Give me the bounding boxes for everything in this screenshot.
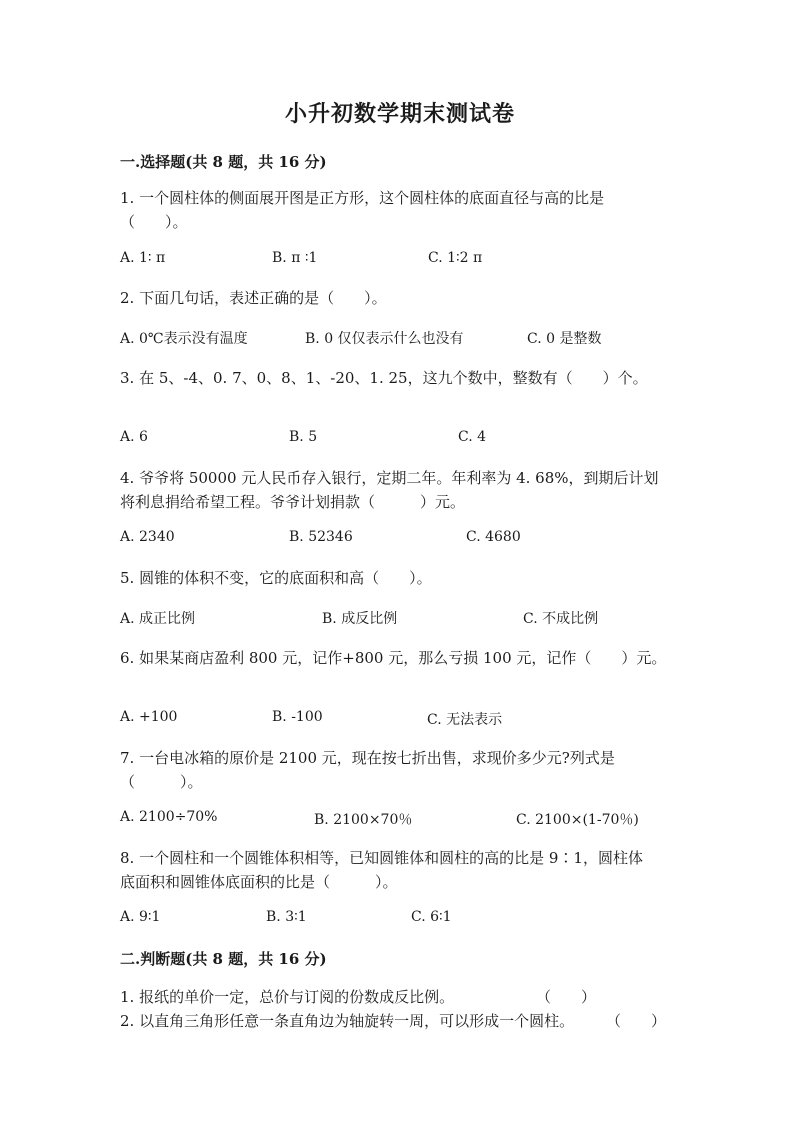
option-c: C. 0 是整数	[527, 331, 602, 347]
question-text: 4. 爷爷将 50000 元人民币存入银行，定期二年。年利率为 4. 68%，到期后计划	[120, 469, 659, 487]
option-c: C. 无法表示	[427, 712, 503, 728]
option-c: C. 4680	[466, 529, 521, 545]
option-b: B. 52346	[289, 529, 353, 545]
question-text-cont: （ ）。	[120, 213, 188, 231]
option-a: A. +100	[120, 709, 178, 725]
option-a: A. 6	[120, 429, 148, 445]
option-c: C. 6∶1	[411, 909, 452, 925]
option-b: B. 3∶1	[266, 909, 307, 925]
question-3	[120, 366, 680, 390]
section-heading-judgment: 二.判断题(共 8 题，共 16 分)	[120, 950, 327, 968]
question-text: 7. 一台电冰箱的原价是 2100 元，现在按七折出售，求现价多少元?列式是	[120, 749, 615, 767]
question-6	[120, 646, 680, 670]
question-8	[120, 846, 680, 894]
option-a: A. 2340	[120, 529, 175, 545]
option-b: B. π ∶1	[272, 250, 318, 266]
question-text: 5. 圆锥的体积不变，它的底面积和高（ ）。	[120, 569, 432, 587]
question-text: 8. 一个圆柱和一个圆锥体积相等，已知圆锥体和圆柱的高的比是 9∶1，圆柱体	[120, 849, 643, 867]
question-text-cont: （ ）。	[120, 773, 203, 791]
answer-paren: （ ）	[606, 1012, 667, 1030]
question-text: 3. 在 5、-4、0. 7、0、8、1、-20、1. 25，这九个数中，整数有（ ）个。	[120, 369, 648, 387]
option-b: B. 0 仅仅表示什么也没有	[305, 331, 464, 347]
option-b: B. 5	[289, 429, 318, 445]
option-c: C. 1∶2 π	[428, 250, 483, 266]
option-c: C. 不成比例	[523, 611, 599, 627]
question-2	[120, 286, 680, 310]
option-a: A. 2100÷70%	[120, 809, 218, 825]
option-c: C. 4	[458, 429, 487, 445]
judgment-item-2: 2. 以直角三角形任意一条直角边为轴旋转一周，可以形成一个圆柱。	[120, 1012, 575, 1030]
question-text-cont: 底面积和圆锥体底面积的比是（ ）。	[120, 873, 398, 891]
option-a: A. 成正比例	[120, 611, 196, 627]
option-a: A. 1∶ π	[120, 250, 166, 266]
question-text: 6. 如果某商店盈利 800 元，记作+800 元，那么亏损 100 元，记作（ ）元。	[120, 649, 667, 667]
option-a: A. 9∶1	[120, 909, 161, 925]
judgment-item-1: 1. 报纸的单价一定，总价与订阅的份数成反比例。	[120, 988, 455, 1006]
option-b: B. -100	[272, 709, 323, 725]
question-1	[120, 186, 680, 234]
option-b: B. 2100×70％	[314, 812, 413, 828]
section-heading-choice: 一.选择题(共 8 题，共 16 分)	[120, 153, 327, 171]
option-c: C. 2100×(1-70％)	[516, 812, 639, 828]
question-text: 2. 下面几句话，表述正确的是（ ）。	[120, 289, 387, 307]
question-5	[120, 566, 680, 590]
question-7	[120, 746, 680, 794]
question-4	[120, 466, 680, 514]
option-b: B. 成反比例	[322, 611, 398, 627]
question-text: 1. 一个圆柱体的侧面展开图是正方形，这个圆柱体的底面直径与高的比是	[120, 189, 605, 207]
page-title: 小升初数学期末测试卷	[284, 101, 515, 127]
question-text-cont: 将利息捐给希望工程。爷爷计划捐款（ ）元。	[120, 493, 466, 511]
answer-paren: （ ）	[536, 988, 597, 1006]
option-a: A. 0℃表示没有温度	[120, 331, 248, 347]
